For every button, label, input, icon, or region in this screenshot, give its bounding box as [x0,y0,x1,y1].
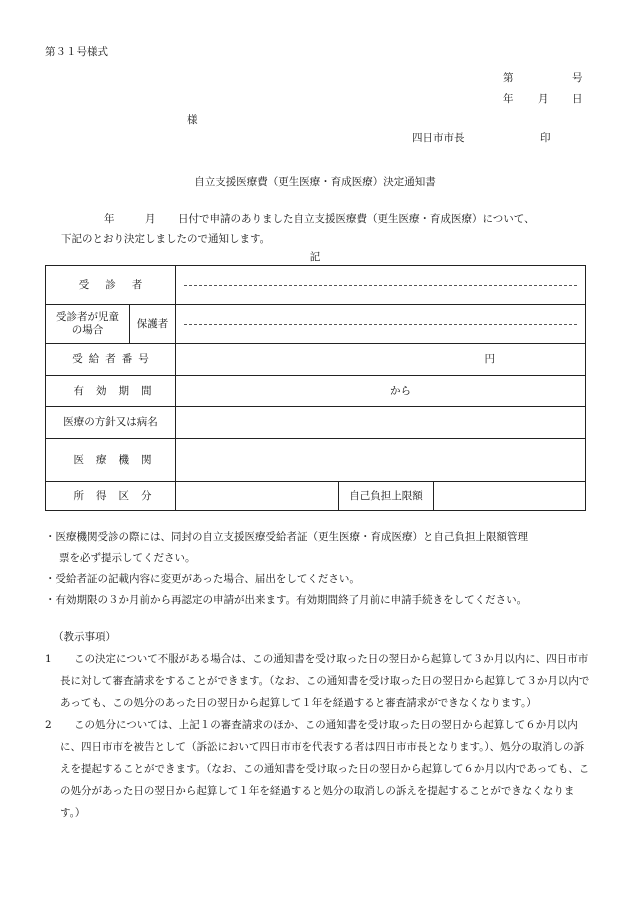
table-row [46,439,586,482]
child-case-label: 受診者が児童の場合 [46,305,130,344]
instructions-section [45,626,590,824]
intro-line-1: 日付で申請のありました自立支援医療費（更生医療・育成医療）について、 [178,213,535,225]
validity-label: 有効期間 [46,376,176,407]
addressee-suffix: 様 [187,114,198,126]
document-title: 自立支援医療費（更生医療・育成医療）決定通知書 [194,176,436,188]
limit-value-cell[interactable] [434,482,586,511]
intro-month: 月 [145,213,156,225]
guardian-value-cell[interactable] [176,305,586,344]
policy-value-cell[interactable] [176,407,586,439]
income-label: 所得区分 [46,482,176,511]
dashed-line [184,285,577,286]
ki-marker: 記 [309,251,321,263]
institution-label: 医療機関 [46,439,176,482]
instruction-text: この処分については、上記１の審査請求のほか、この通知書を受け取った日の翌日から起算して６か月以内に、四日市市を被告として（訴訟において四日市市を代表する者は四日市市長となります。）、処分の取消しの訴えを提起することができます。（なお、この通知書を受け取った日の翌日から起算して６か月以内であっても、この処分があった日の翌日から起算して１年を経過すると処分の取消しの訴えを提起することができなくなります。） [60,719,590,819]
institution-value-cell[interactable] [176,439,586,482]
instruction-text: この決定について不服がある場合は、この通知書を受け取った日の翌日から起算して３か月以内に、四日市市長に対して審査請求をすることができます。（なお、この通知書を受け取った日の翌日から起算して３か月以内であっても、この処分のあった日の翌日から起算して１年を経過すると審査請求ができなくなります。） [60,653,590,709]
note-line: ・医療機関受診の際には、同封の自立支援医療受給者証（更生医療・育成医療）と自己負担上限額管理 [45,531,528,543]
policy-label: 医療の方針又は病名 [46,407,176,439]
decision-table [45,265,586,511]
patient-value-cell[interactable] [176,266,586,305]
notes-section [45,527,590,611]
intro-line-2: 下記のとおり決定しましたので通知します。 [61,233,271,245]
validity-cell[interactable] [176,376,586,407]
table-row [46,305,586,344]
yen-unit: 円 [484,353,496,366]
issuer-name: 四日市市長 [412,132,465,144]
instruction-item [45,714,590,824]
note-line: 票を必ず提示してください。 [59,552,196,564]
note-line: ・受給者証の記載内容に変更があった場合、届出をしてください。 [45,573,360,585]
recipient-number-label: 受給者番号 [46,344,176,376]
instruction-number: 1 [45,653,52,665]
seal-mark: 印 [540,132,551,144]
instructions-heading: （教示事項） [53,631,116,643]
income-value-cell[interactable] [176,482,339,511]
limit-label: 自己負担上限額 [339,482,434,511]
table-row [46,266,586,305]
patient-label: 受診者 [46,266,176,305]
form-number: 第３１号様式 [45,46,108,58]
table-row [46,344,586,376]
intro-year: 年 [104,213,115,225]
number-label-suffix: 号 [572,72,583,84]
table-row [46,376,586,407]
guardian-label: 保護者 [130,305,176,344]
number-label-prefix: 第 [503,72,514,84]
recipient-number-cell[interactable] [176,344,586,376]
table-row [46,482,586,511]
note-line: ・有効期限の３か月前から再認定の申請が出来ます。有効期間終了月前に申請手続きをしてください。 [45,594,528,606]
dashed-line [184,324,577,325]
date-month-label: 月 [538,93,549,105]
instruction-item [45,648,590,714]
date-day-label: 日 [572,93,583,105]
instruction-number: 2 [45,719,52,731]
date-year-label: 年 [503,93,514,105]
table-row [46,407,586,439]
from-label: から [390,384,412,397]
